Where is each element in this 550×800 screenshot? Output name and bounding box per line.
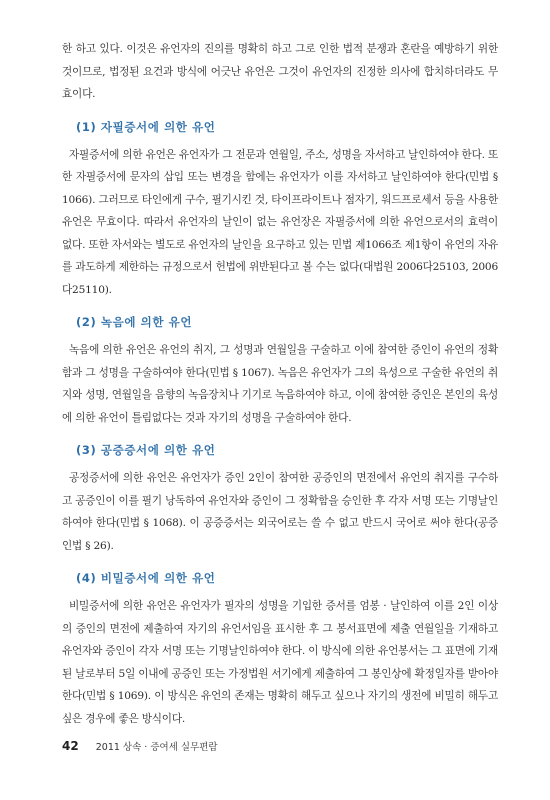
page-number: 42 <box>62 739 79 753</box>
section-paragraph: 공정증서에 의한 유언은 유언자가 증인 2인이 참여한 공증인의 면전에서 유언의 취지를 구수하고 공증인이 이를 필기 낭독하여 유언자와 증인이 그 정확함을 승인한 후 각자 서명 또는 기명날인하여야 한다(민법 § 1068). 이 공증증서는 외국어로는 쓸 수 없고 반드시 국어로 써야 한다(공증인법 § 26). <box>62 472 498 552</box>
intro-paragraph: 한 하고 있다. 이것은 유언자의 진의를 명확히 하고 그로 인한 법적 분쟁과 혼란을 예방하기 위한 것이므로, 법정된 요건과 방식에 어긋난 유언은 그것이 유언자의 진정한 의사에 합치하더라도 무효이다. <box>62 43 498 100</box>
book-title: 2011 상속 · 증여세 실무편람 <box>95 742 218 753</box>
section-paragraph: 녹음에 의한 유언은 유언의 취지, 그 성명과 연월일을 구술하고 이에 참여한 증인이 유언의 정확함과 그 성명을 구술하여야 한다(민법 § 1067). 녹음은 유언자가 그의 육성으로 구술한 유언의 취지와 성명, 연월일을 음향의 녹음장치나 기기로 녹음하여야 하고, 이에 참여한 증인은 본인의 육성에 의한 유언이 틀림없다는 것과 자기의 성명을 구술하여야 한다. <box>62 344 498 424</box>
section-holographic-will <box>62 119 498 302</box>
section-paragraph: 비밀증서에 의한 유언은 유언자가 필자의 성명을 기입한 증서를 엄봉 · 날인하여 이를 2인 이상의 증인의 면전에 제출하여 자기의 유언서임을 표시한 후 그 봉서표면에 제출 연월일을 기재하고 유언자와 증인이 각자 서명 또는 기명날인하여야 한다. 이 방식에 의한 유언봉서는 그 표면에 기재된 날로부터 5일 이내에 공증인 또는 가정법원 서기에게 제출하여 그 봉인상에 확정일자를 받아야 한다(민법 § 1069). 이 방식은 유언의 존재는 명확히 해두고 싶으나 자기의 생전에 비밀히 해두고 싶은 경우에 좋은 방식이다. <box>62 600 498 725</box>
section-heading: (4) 비밀증서에 의한 유언 <box>76 571 216 585</box>
page-content <box>62 38 498 730</box>
section-heading: (3) 공증증서에 의한 유언 <box>76 443 216 457</box>
intro-block <box>62 38 498 106</box>
section-recorded-will <box>62 314 498 429</box>
section-paragraph: 자필증서에 의한 유언은 유언자가 그 전문과 연월일, 주소, 성명을 자서하고 날인하여야 한다. 또한 자필증서에 문자의 삽입 또는 변경을 함에는 유언자가 이를 자서하고 날인하여야 한다(민법 § 1066). 그러므로 타인에게 구수, 필기시킨 것, 타이프라이트나 점자기, 워드프로세서 등을 사용한 유언은 무효이다. 따라서 유언자의 날인이 없는 유언장은 자필증서에 의한 유언으로서의 효력이 없다. 또한 자서와는 별도로 유언자의 날인을 요구하고 있는 민법 제1066조 제1항이 유언의 자유를 과도하게 제한하는 규정으로서 헌법에 위반된다고 볼 수는 없다(대법원 2006다25103, 2006다25110). <box>62 148 498 296</box>
section-notarized-will <box>62 442 498 557</box>
section-sealed-will <box>62 570 498 730</box>
section-heading: (1) 자필증서에 의한 유언 <box>76 119 216 134</box>
page-footer <box>62 739 218 753</box>
section-heading: (2) 녹음에 의한 유언 <box>76 315 193 329</box>
